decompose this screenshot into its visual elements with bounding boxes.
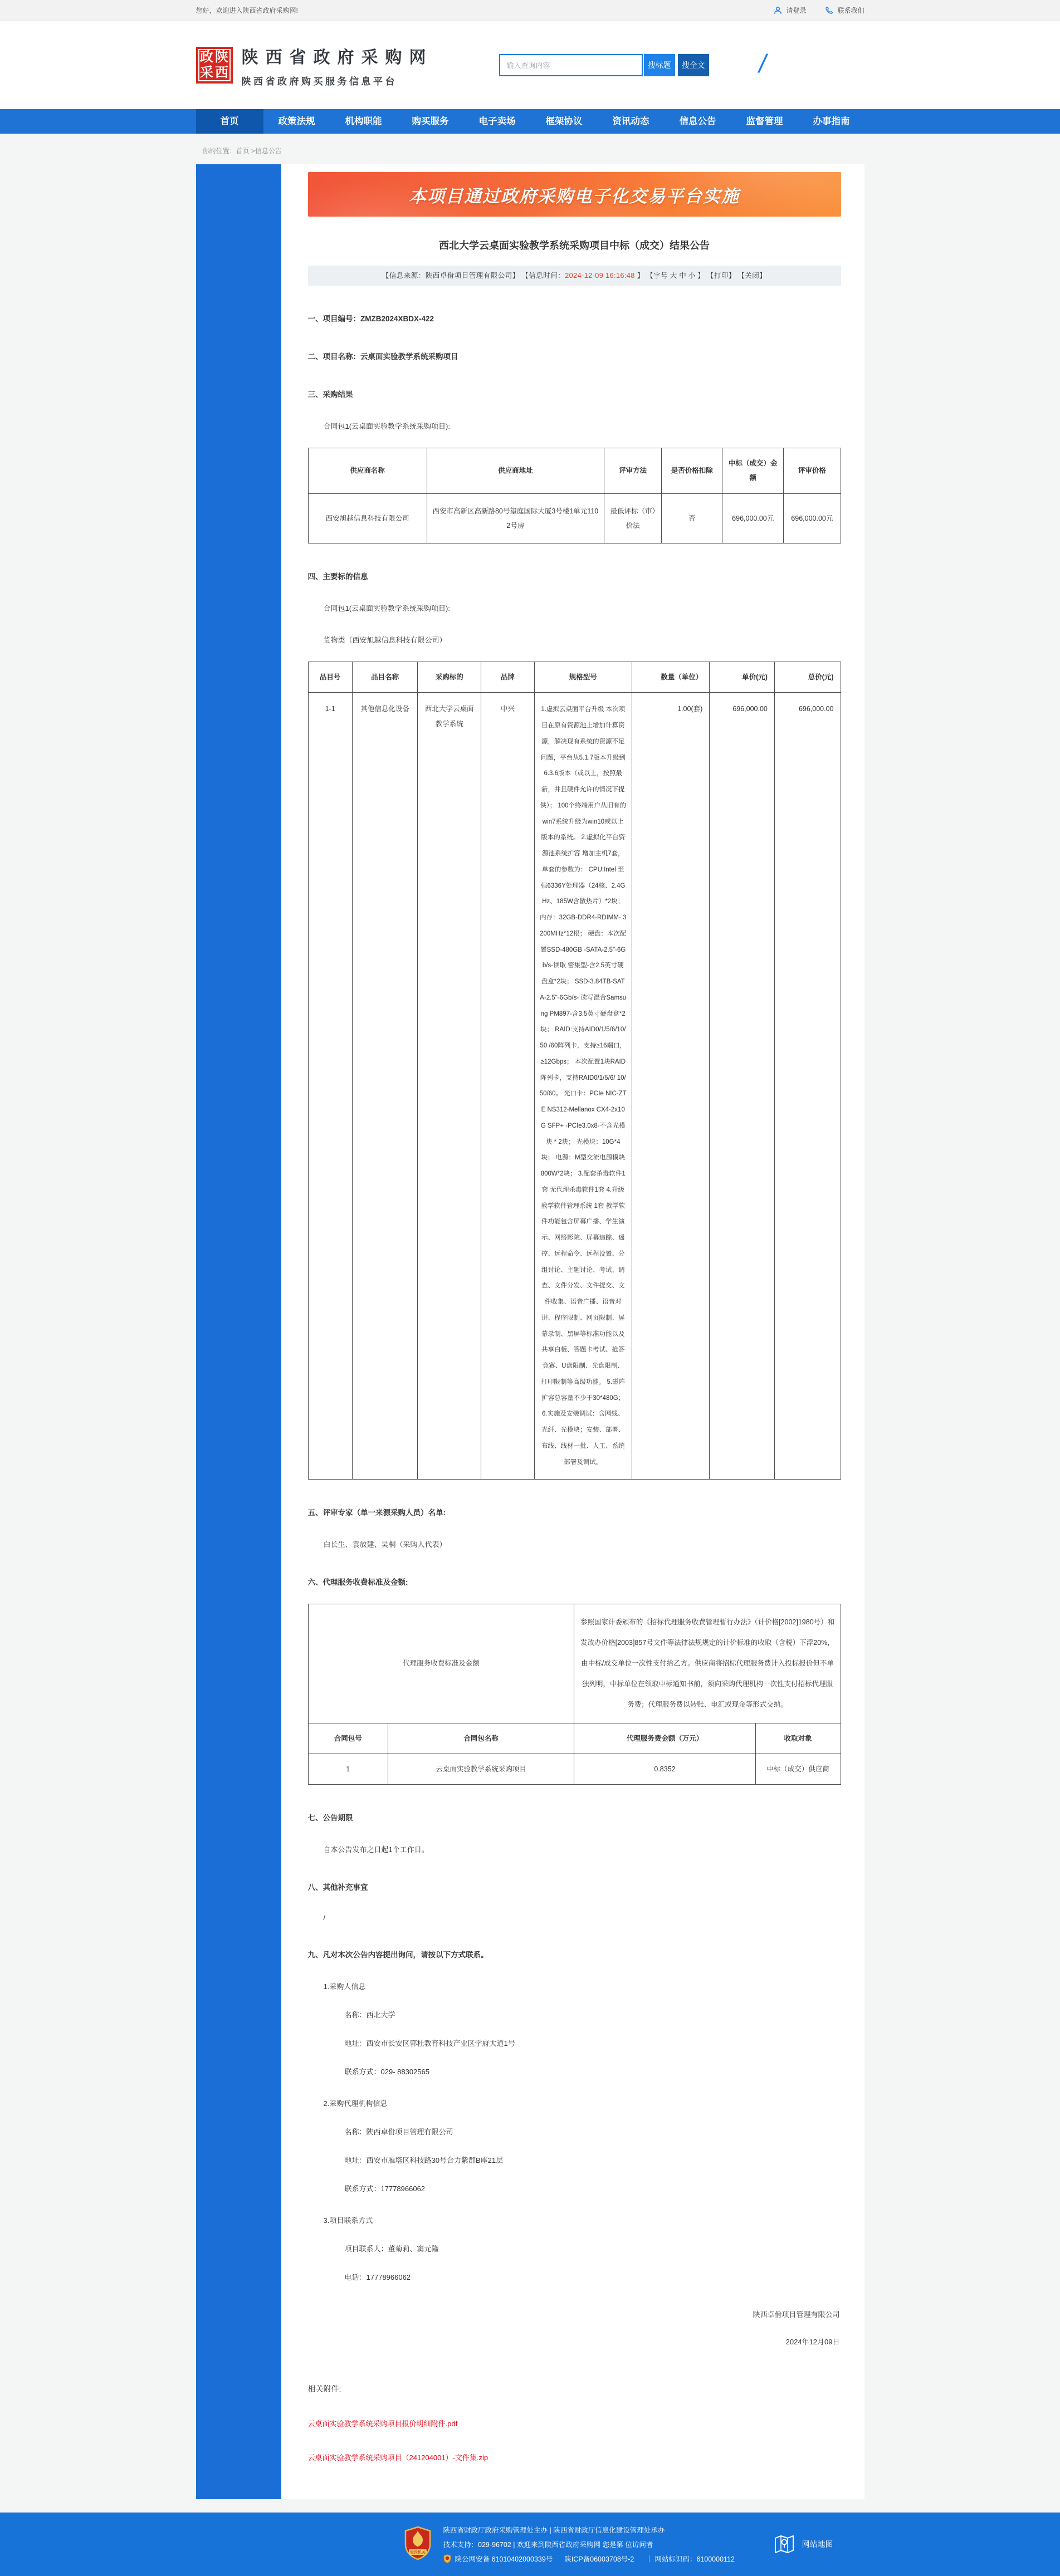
decorative-slash: /: [759, 49, 766, 78]
supplier-name: 西安旭越信息科技有限公司: [308, 493, 427, 543]
section-experts-title: 五、评审专家（单一来源采购人员）名单:: [307, 1509, 446, 1517]
site-subtitle: 陕西省政府购买服务信息平台: [241, 76, 397, 87]
col-brand: 品牌: [481, 662, 535, 693]
breadcrumb: [196, 146, 864, 155]
experts-names: 白长生、袁放建、吴桐（采购人代表）: [323, 1540, 447, 1549]
logo-seal-line1: 政陕: [200, 50, 230, 65]
fee-amount: 0.8352: [574, 1754, 755, 1784]
item-no: 1-1: [308, 693, 352, 1480]
col-spec: 规格型号: [534, 662, 632, 693]
result-package-line: 合同包1(云桌面实验教学系统采购项目):: [323, 422, 451, 430]
col-fee-amount: 代理服务费金额（万元）: [574, 1723, 755, 1754]
table-header-row: [308, 1723, 841, 1754]
quantity: 1.00(套): [632, 693, 710, 1480]
agency-address: 地址：西安市雁塔区科技路30号合力紫郡B座21层: [344, 2156, 504, 2165]
section-period-title: 七、公告期限: [307, 1814, 353, 1823]
package-name: 云桌面实验教学系统采购项目: [388, 1754, 574, 1784]
top-bar: [0, 0, 1060, 21]
table-row: [308, 693, 841, 1480]
breadcrumb-home-link[interactable]: 首页: [236, 147, 250, 155]
sitemap-map-icon: [773, 2534, 795, 2555]
spec-model: 1.虚拟云桌面平台升级 本次项目在原有资源池上增加计算资源，解决现有系统的资源不足问题，平台从5.1.7版本升级到6.3.6版本（或以上，按照最新，并且硬件允许的情况下提供）； 100个终端用户从旧有的win7系统升级为win10或以上版本的系统。 2.虚拟化平台资源池系统扩容 增加主机7套，单套的参数为： CPU:Intel 至强6336Y处理器（24核、2.4GHz、185W含散热片）*2块； 内存：32GB-DDR4-RDIMM- 3200MHz*12根； 硬盘：本次配置SSD-480GB -SATA-2.5"-6Gb/s-读取 密集型-含2.5英寸硬盘盒*2块； SSD-3.84TB-SATA-2.5"-6Gb/s- 读写混合Samsung PM897-含3.5英寸硬盘盒*2块； RAID:支持AID0/1/5/6/10/50 /60阵列卡，支持≥16端口，≥12Gbps； 本次配置1块RAID阵列卡，支持RAID0/1/5/6/ 10/50/60。 光口卡：PCIe NIC-ZTE NS312-Mellanox CX4-2x10G SFP+ -PCIe3.0x8-不含光模块 * 2块； 光模块：10G*4块； 电源：M型交流电源模块800W*2块； 3.配套杀毒软件1套 无代理杀毒软件1套 4.升级教学软件管理系统 1套 教学软件功能包含屏幕广播、学生演示、网络影院、屏幕追踪、遥控、远程命令、远程设置、分组讨论、主题讨论、考试、调查、文件分发、文件提交、文件收集、语音广播、语音对讲、程序限制、网页限制、屏幕录制、黑屏等标准功能以及共享白板、答题卡考试、抢答竞赛、U盘限制、光盘限制、打印限制等高级功能。 5.磁阵扩容总容量不少于30*480G； 6.实施及安装调试：含网线、光纤、光模块；安装、部署、布线、线材一批、人工、系统部署及调试。: [534, 693, 632, 1480]
print-button[interactable]: 【打印】: [706, 272, 736, 280]
info-time: 2024-12-09 16:16:48: [565, 272, 635, 280]
table-row: [308, 1754, 841, 1784]
project-contact-title: 3.项目联系方式: [323, 2216, 373, 2225]
fontsize-large-button[interactable]: 大: [670, 272, 677, 280]
col-total-price: 总价(元): [774, 662, 841, 693]
brand: 中兴: [481, 693, 535, 1480]
table-row: [308, 1604, 841, 1723]
col-review-method: 评审方法: [604, 448, 662, 494]
main-nav: [0, 109, 1060, 134]
sitemap-link[interactable]: [773, 2534, 833, 2555]
announcement-title: 西北大学云桌面实验教学系统采购项目中标（成交）结果公告: [439, 240, 710, 251]
nav-item-supervision[interactable]: 监督管理: [746, 116, 783, 126]
review-price: 696,000.00元: [784, 493, 841, 543]
project-contact-person: 项目联系人：董菊莉、窦元隆: [344, 2245, 439, 2254]
section-subject-title: 四、主要标的信息: [307, 572, 368, 581]
procurement-result-table: [308, 448, 841, 543]
col-unit-price: 单价(元): [710, 662, 775, 693]
nav-item-purchase-services[interactable]: 购买服务: [412, 116, 449, 126]
footer-organizer-line: 陕西省财政厅政府采购管理处主办 | 陕西省财政厅信息化建设管理处承办: [443, 2526, 665, 2535]
unit-price: 696,000.00: [710, 693, 775, 1480]
meta-bar: 【信息来源：陕西卓佾项目管理有限公司】 【信息时间：2024-12-09 16:16:48 】 【字号 大 中 小 】 【打印】 【关闭】: [308, 266, 841, 286]
purchaser-name: 名称：西北大学: [344, 2011, 395, 2020]
col-package-name: 合同包名称: [388, 1723, 574, 1754]
col-supplier-address: 供应商地址: [427, 448, 604, 494]
login-label: 请登录: [786, 7, 807, 14]
col-review-price: 评审价格: [784, 448, 841, 494]
review-method: 最低评标（审）价法: [604, 493, 662, 543]
police-badge-icon: [443, 2554, 451, 2563]
col-award-amount: 中标（成交）金额: [722, 448, 784, 494]
nav-item-functions[interactable]: 机构职能: [345, 116, 382, 126]
search-input[interactable]: [499, 54, 643, 76]
agency-phone: 联系方式：17778966062: [344, 2185, 426, 2193]
platform-banner-text: 本项目通过政府采购电子化交易平台实施: [409, 186, 740, 206]
login-link[interactable]: [774, 6, 806, 15]
fee-payer: 中标（成交）供应商: [755, 1754, 841, 1784]
close-button[interactable]: 【关闭】: [737, 272, 767, 280]
project-contact-phone: 电话：17778966062: [344, 2273, 411, 2282]
section-project-number: 一、项目编号：ZMZB2024XBDX-422: [307, 315, 434, 323]
col-fee-payer: 收取对象: [755, 1723, 841, 1754]
purchaser-phone: 联系方式：029- 88302565: [344, 2068, 429, 2077]
user-icon: [774, 6, 782, 14]
item-name: 其他信息化设备: [352, 693, 418, 1480]
breadcrumb-prefix: 你的位置：: [202, 147, 236, 155]
nav-item-home[interactable]: 首页: [196, 109, 263, 134]
agency-fee-description: 参照国家计委颁布的《招标代理服务收费管理暂行办法》（计价格[2002]1980号）和发改办价格[2003]857号文件等法律法规规定的计价标准的收取（含税）下浮20%，由中标/成交单位一次性支付给乙方。供应商将招标代理服务费计入投标报价但不单独列明，中标单位在领取中标通知书前，须向采购代理机构一次性支付招标代理服务费；代理服务费以转账、电汇或现金等形式交纳。: [574, 1604, 841, 1723]
fontsize-small-button[interactable]: 小: [688, 272, 696, 280]
subject-package-line: 合同包1(云桌面实验教学系统采购项目):: [323, 604, 451, 613]
purchaser-address: 地址：西安市长安区郭杜教育科技产业区学府大道1号: [344, 2039, 515, 2048]
col-price-deduction: 是否价格扣除: [662, 448, 722, 494]
search-fulltext-button[interactable]: 搜全文: [678, 54, 709, 76]
nav-item-policies[interactable]: 政策法规: [278, 116, 315, 126]
breadcrumb-current: >信息公告: [251, 147, 282, 155]
package-no: 1: [308, 1754, 388, 1784]
footer-security-no[interactable]: 陕公网安备 61010402000339号: [455, 2555, 553, 2564]
section-result-title: 三、采购结果: [307, 390, 353, 399]
attachment-link-pdf[interactable]: 云桌面实验教学系统采购项目报价明细附件.pdf: [307, 2420, 458, 2428]
search-bar: [499, 54, 709, 76]
period-body: 自本公告发布之日起1个工作日。: [323, 1845, 429, 1854]
col-item-name: 品目名称: [352, 662, 418, 693]
table-row: [308, 493, 841, 543]
subject-category-line: 货物类（西安旭越信息科技有限公司）: [323, 636, 447, 644]
announcement-panel: [281, 164, 864, 2499]
logo-seal-line2: 采西: [200, 65, 230, 80]
nav-item-e-mall[interactable]: 电子卖场: [478, 116, 516, 126]
agency-fee-table: [308, 1604, 841, 1785]
signature-date: 2024年12月09日: [785, 2338, 840, 2347]
site-header: [0, 21, 1060, 109]
supplement-body: /: [323, 1913, 326, 1922]
section-contact-title: 九、凡对本次公告内容提出询问，请按以下方式联系。: [307, 1951, 489, 1960]
emblem-text: 党政机关: [409, 2550, 426, 2555]
attachments-label: 相关附件:: [307, 2384, 341, 2394]
agency-name: 名称：陕西卓佾项目管理有限公司: [344, 2128, 453, 2137]
nav-item-guide[interactable]: 办事指南: [813, 116, 850, 126]
logo-seal-icon: [196, 47, 233, 84]
welcome-text: 您好，欢迎进入陕西省政府采购网!: [196, 7, 298, 14]
col-supplier-name: 供应商名称: [308, 448, 427, 494]
footer-site-code: ｜ 网站标识码：6100000112: [646, 2555, 735, 2564]
search-title-button[interactable]: 搜标题: [644, 54, 675, 76]
site-footer: [0, 2513, 1060, 2576]
left-blue-strip: [196, 164, 281, 2499]
col-package-no: 合同包号: [308, 1723, 388, 1754]
footer-icp-no[interactable]: 陕ICP备06003708号-2: [564, 2555, 634, 2564]
nav-item-framework-agreement[interactable]: 框架协议: [545, 116, 583, 126]
nav-item-news[interactable]: 资讯动态: [612, 116, 649, 126]
section-supplement-title: 八、其他补充事宜: [307, 1883, 368, 1892]
signature-company: 陕西卓佾项目管理有限公司: [753, 2310, 840, 2319]
table-header-row: [308, 448, 841, 494]
subject-info-table: [308, 662, 841, 1480]
col-target: 采购标的: [418, 662, 481, 693]
agency-fee-label: 代理服务收费标准及金额: [308, 1604, 574, 1723]
purchaser-info-title: 1.采购人信息: [323, 1982, 366, 1991]
award-amount: 696,000.00元: [722, 493, 784, 543]
party-gov-emblem: [403, 2526, 432, 2563]
col-item-no: 品目号: [308, 662, 352, 693]
footer-registration-line: [443, 2554, 735, 2564]
procurement-target: 西北大学云桌面教学系统: [418, 693, 481, 1480]
total-price: 696,000.00: [774, 693, 841, 1480]
site-logo[interactable]: [196, 43, 433, 87]
footer-support-line: 技术支持：029-96702 | 欢迎来到陕西省政府采购网 您是第 位访问者: [443, 2541, 653, 2549]
supplier-address: 西安市高新区高新路80号望庭国际大厦3号楼1单元1102号房: [427, 493, 604, 543]
sitemap-label: 网站地图: [802, 2540, 833, 2549]
table-header-row: [308, 662, 841, 693]
phone-icon: [825, 6, 833, 14]
attachment-link-zip[interactable]: 云桌面实验教学系统采购项目（241204001）-文件集.zip: [307, 2453, 489, 2462]
site-title: 陕西省政府采购网: [241, 48, 433, 67]
agency-info-title: 2.采购代理机构信息: [323, 2099, 388, 2108]
col-qty: 数量（单位）: [632, 662, 710, 693]
contact-us-label: 联系我们: [837, 7, 864, 14]
contact-us-link[interactable]: [825, 6, 864, 15]
section-agency-fee-title: 六、代理服务收费标准及金额:: [307, 1578, 408, 1587]
nav-item-announcements[interactable]: 信息公告: [679, 116, 716, 126]
platform-banner: [308, 172, 841, 217]
price-deduction: 否: [662, 493, 722, 543]
fontsize-medium-button[interactable]: 中: [679, 272, 687, 280]
info-source: 【信息来源：陕西卓佾项目管理有限公司】: [382, 272, 520, 280]
section-project-name: 二、项目名称：云桌面实验教学系统采购项目: [307, 352, 458, 361]
